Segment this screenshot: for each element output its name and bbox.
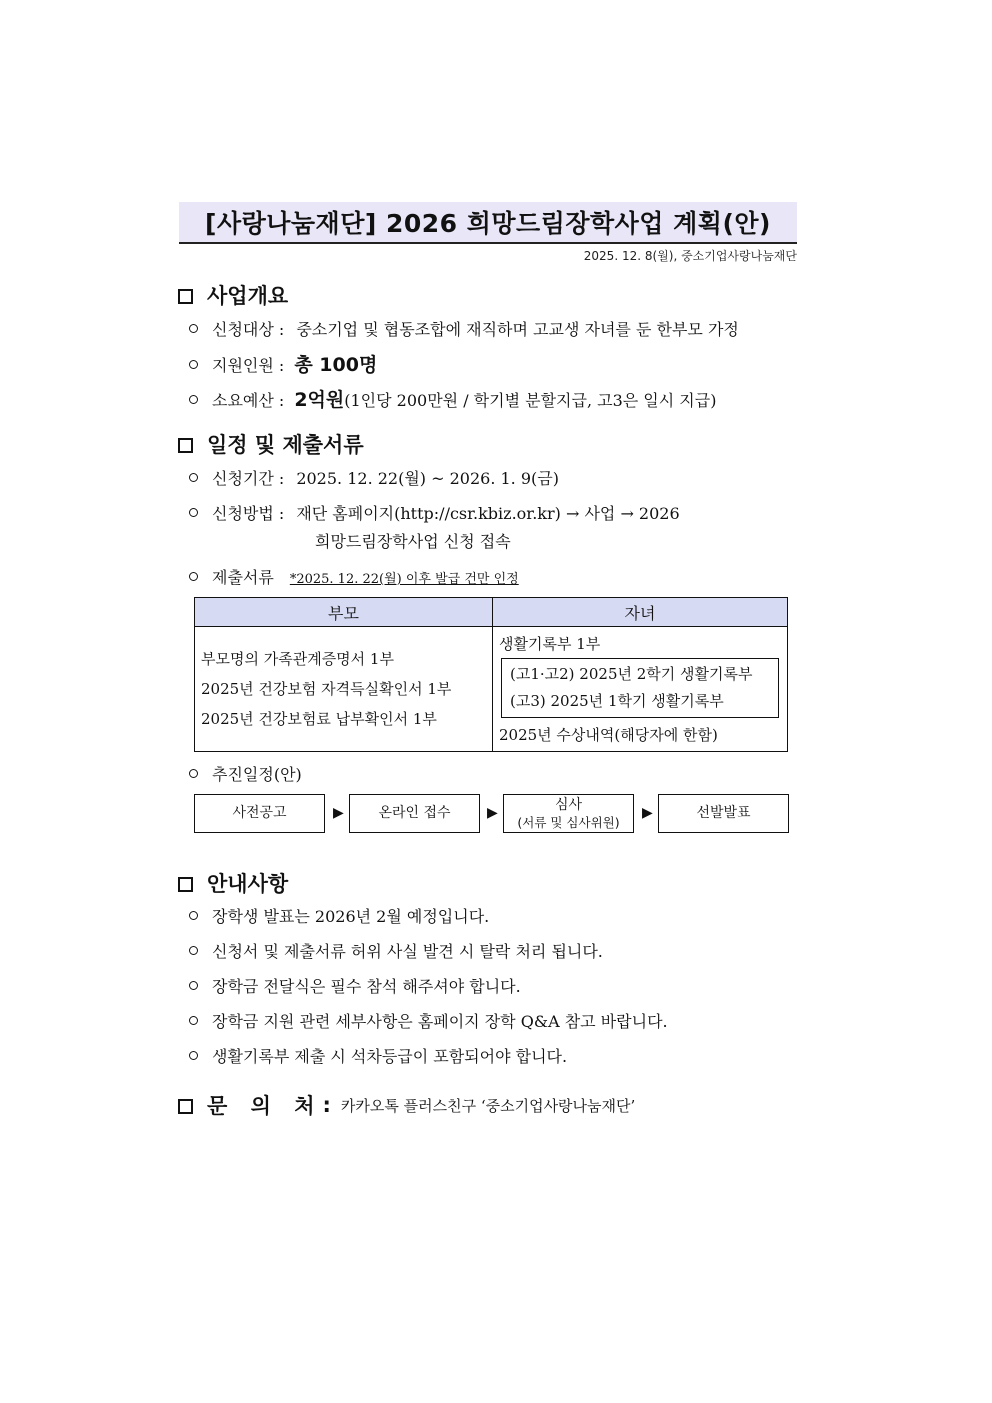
record-detail: (고1·고2) 2025년 2학기 생활기록부: [510, 665, 753, 683]
document-title: [179, 202, 797, 244]
arrow-right-icon: ▶: [487, 805, 498, 821]
item-label: 소요예산 :: [212, 391, 285, 410]
item-label: 신청대상 :: [212, 320, 285, 339]
column-header-parent: 부모: [195, 598, 493, 627]
notice-text: 장학금 전달식은 필수 참석 해주셔야 합니다.: [212, 977, 521, 996]
title-text: [사랑나눔재단] 2026 희망드림장학사업 계획(안): [205, 209, 771, 238]
step-label: 심사: [554, 796, 583, 813]
circle-bullet-icon: [189, 360, 198, 369]
item-value: 총 100명: [294, 354, 378, 376]
docs-item: [189, 565, 519, 588]
circle-bullet-icon: [189, 946, 198, 955]
arrow-right-icon: ▶: [642, 805, 653, 821]
notice-item: [189, 1009, 668, 1032]
notice-text: 신청서 및 제출서류 허위 사실 발견 시 탈락 처리 됩니다.: [212, 942, 603, 961]
square-bullet-icon: [178, 289, 193, 304]
square-bullet-icon: [178, 877, 193, 892]
circle-bullet-icon: [189, 1016, 198, 1025]
arrow-right-icon: ▶: [333, 805, 344, 821]
budget-item: [189, 385, 716, 412]
item-value: 희망드림장학사업 신청 접속: [315, 532, 511, 551]
contact-value: 카카오톡 플러스친구 ‘중소기업사랑나눔재단’: [340, 1096, 636, 1115]
process-item: [189, 762, 302, 785]
target-item: [189, 317, 739, 340]
step-label: 온라인 접수: [378, 805, 451, 821]
child-docs-cell: [493, 627, 788, 752]
process-step: [503, 794, 634, 833]
item-value: 중소기업 및 협동조합에 재직하며 고교생 자녀를 둔 한부모 가정: [296, 320, 739, 339]
item-label: 추진일정(안): [212, 765, 302, 784]
contact-colon: :: [322, 1093, 331, 1117]
step-label: 사전공고: [232, 805, 287, 821]
budget-amount: 2억원: [294, 389, 345, 411]
step-sublabel: (서류 및 심사위원): [517, 814, 620, 830]
square-bullet-icon: [178, 438, 193, 453]
circle-bullet-icon: [189, 508, 198, 517]
square-bullet-icon: [178, 1099, 193, 1114]
item-value: 2025. 12. 22(월) ~ 2026. 1. 9(금): [296, 469, 559, 488]
item-label: 제출서류: [212, 568, 274, 587]
notice-text: 장학생 발표는 2026년 2월 예정입니다.: [212, 907, 490, 926]
circle-bullet-icon: [189, 324, 198, 333]
circle-bullet-icon: [189, 1051, 198, 1060]
circle-bullet-icon: [189, 395, 198, 404]
parent-doc: 2025년 건강보험료 납부확인서 1부: [201, 710, 437, 728]
parent-docs-cell: [195, 627, 493, 752]
process-step: [658, 794, 789, 833]
circle-bullet-icon: [189, 911, 198, 920]
item-label: 신청방법 :: [212, 504, 285, 523]
date-line: 2025. 12. 8(월), 중소기업사랑나눔재단: [583, 249, 797, 263]
circle-bullet-icon: [189, 473, 198, 482]
notice-text: 장학금 지원 관련 세부사항은 홈페이지 장학 Q&A 참고 바랍니다.: [212, 1012, 668, 1031]
circle-bullet-icon: [189, 572, 198, 581]
notice-text: 생활기록부 제출 시 석차등급이 포함되어야 합니다.: [212, 1047, 568, 1066]
record-detail: (고3) 2025년 1학기 생활기록부: [510, 692, 724, 710]
budget-detail: (1인당 200만원 / 학기별 분할지급, 고3은 일시 지급): [344, 391, 717, 410]
process-step: [194, 794, 325, 833]
item-label: 지원인원 :: [212, 356, 285, 375]
item-label: 신청기간 :: [212, 469, 285, 488]
count-item: [189, 350, 377, 377]
method-item: [189, 501, 680, 524]
section-notice: [178, 868, 288, 898]
documents-table: [194, 597, 788, 752]
contact-label: 문 의 처: [207, 1094, 323, 1118]
period-item: [189, 466, 559, 489]
section-overview: [178, 280, 288, 310]
column-header-child: 자녀: [493, 598, 788, 627]
circle-bullet-icon: [189, 769, 198, 778]
child-doc: 생활기록부 1부: [499, 635, 601, 653]
circle-bullet-icon: [189, 981, 198, 990]
docs-note: *2025. 12. 22(월) 이후 발급 건만 인정: [289, 572, 519, 587]
notice-item: [189, 904, 489, 927]
record-detail-box: [501, 658, 779, 718]
notice-item: [189, 1044, 567, 1067]
child-doc: 2025년 수상내역(해당자에 한함): [499, 726, 718, 744]
method-item-continued: [315, 529, 511, 552]
step-label: 선발발표: [696, 805, 751, 821]
section-heading: 일정 및 제출서류: [207, 433, 364, 457]
section-heading: 사업개요: [207, 284, 289, 308]
notice-item: [189, 939, 603, 962]
item-value: 재단 홈페이지(http://csr.kbiz.or.kr) → 사업 → 2026: [296, 504, 680, 523]
section-heading: 안내사항: [207, 872, 289, 896]
section-schedule: [178, 429, 364, 459]
parent-doc: 2025년 건강보험 자격득실확인서 1부: [201, 680, 452, 698]
contact-line: [178, 1090, 635, 1120]
process-step: [349, 794, 480, 833]
parent-doc: 부모명의 가족관계증명서 1부: [201, 650, 394, 668]
notice-item: [189, 974, 521, 997]
